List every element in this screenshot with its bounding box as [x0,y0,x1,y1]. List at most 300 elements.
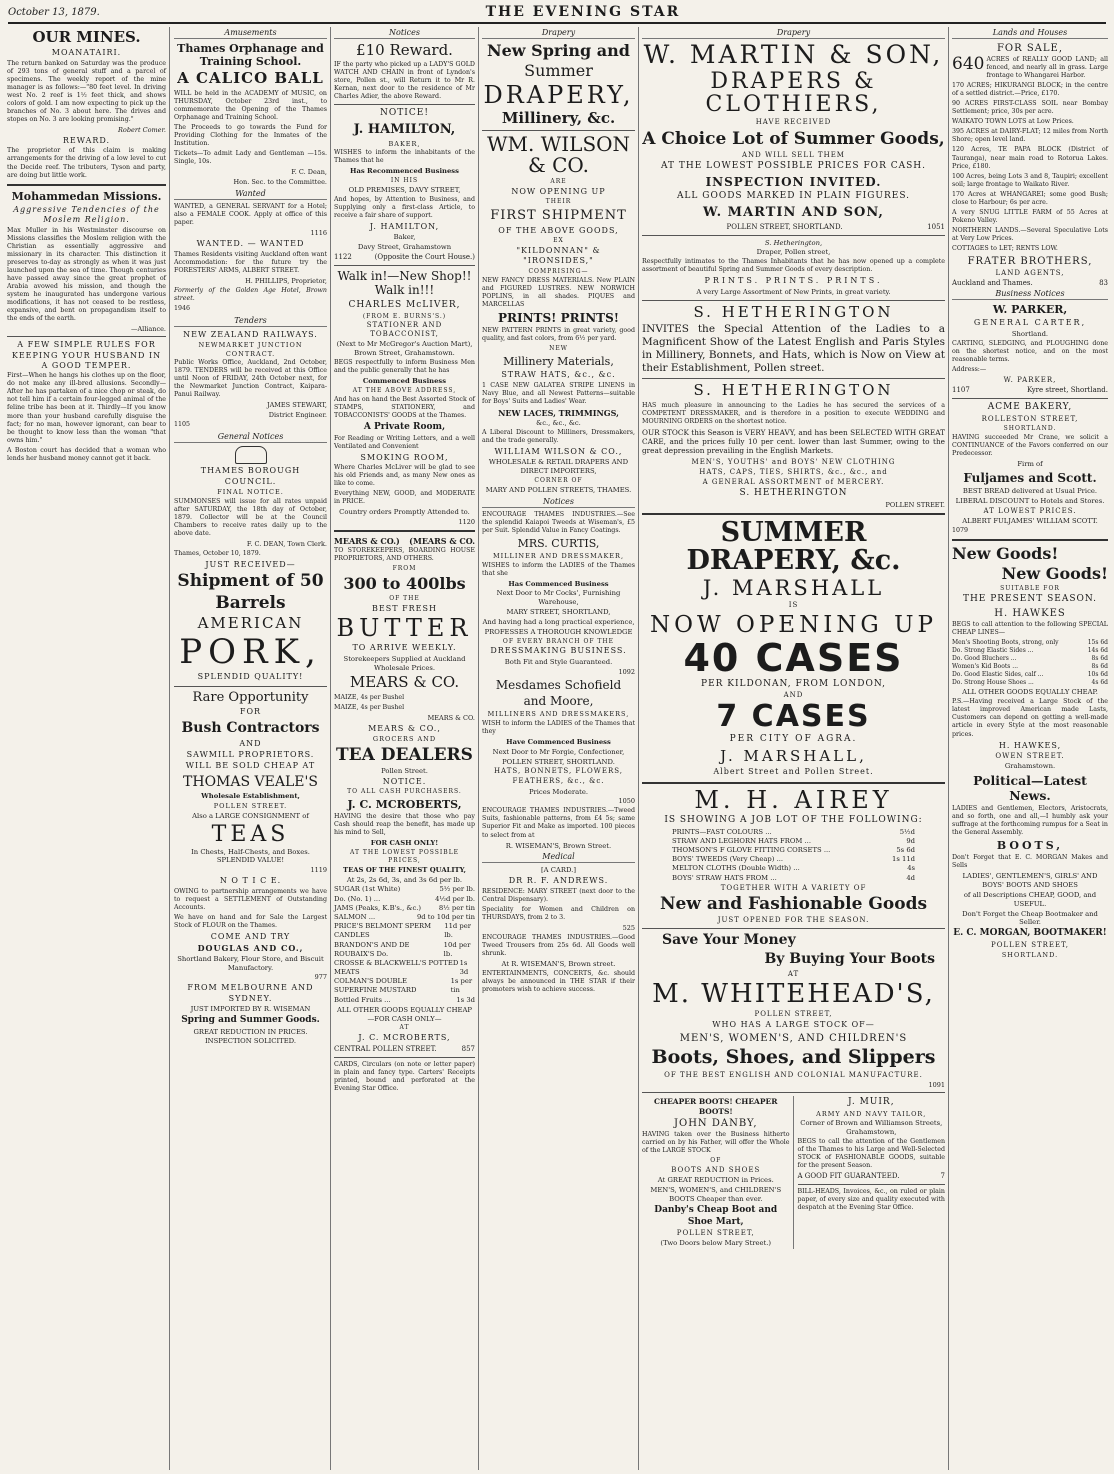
divider [642,235,945,236]
at-label: AT [787,970,800,978]
price-row: Bottled Fruits ... 1s 3d [334,995,475,1004]
milliners: MILLINERS AND DRESSMAKERS, [487,710,630,719]
stationer: STATIONER AND TOBACCONIST, [366,321,443,339]
corner-label: CORNER OF [534,477,583,485]
of-label: OF [710,1157,722,1165]
bush-contractors: Bush Contractors [181,719,320,736]
great-reduction: GREAT REDUCTION IN PRICES. INSPECTION SOLICITED. [193,1027,308,1045]
divider [334,104,475,105]
encourage-1: ENCOURAGE THAMES INDUSTRIES.—See the splendid Kaiapoi Tweeds at Wiseman's, £5 per Suit. Splendid Value in Fancy Coatings. [482,510,635,534]
corner-streets: MARY AND POLLEN STREETS, THAMES. [485,485,632,494]
firm-of: Firm of [1017,459,1043,468]
are-label: ARE [550,178,567,186]
ball-signature-2: Hon. Sec. to the Committee. [233,178,327,187]
billheads: BILL-HEADS, Invoices, &c., on ruled or plain paper, of every size and quality executed with despatch at the Evening Star Office. [797,1187,945,1211]
martin-heading: W. MARTIN & SON, [643,40,944,69]
grahamstown: Grahamstown. [1004,762,1056,771]
listing: 90 ACRES FIRST-CLASS SOIL near Bombay Settlement; price, 30s per acre. [952,100,1108,116]
city-of-agra: PER CITY OF AGRA. [729,734,858,745]
section-general: General Notices [174,431,327,443]
notice-heading: N O T I C E. [219,876,282,886]
schofield-address-2: POLLEN STREET, SHORTLAND. [502,757,615,766]
owen-street: OWEN STREET. [995,751,1065,760]
divider [952,539,1108,541]
shortland-bakery: Shortland Bakery, Flour Store, and Biscuit Manufactory. [177,954,324,972]
acme-shortland: SHORTLAND. [1003,424,1057,432]
curtis-address-2: MARY STREET, SHORTLAND, [506,608,611,617]
mciver-begs: BEGS respectfully to inform Business Men and the public generally that he has [334,359,475,375]
morgan-heading: E. C. MORGAN, BOOTMAKER! [953,928,1107,939]
smoking-room: SMOKING ROOM, [360,452,449,462]
hamilton-footer [334,253,475,262]
curtis-sub: MILLINER AND DRESSMAKER, [492,552,625,561]
grocers-and: GROCERS AND [372,735,437,744]
danby-name: JOHN DANBY, [673,1118,758,1130]
above-goods: OF THE ABOVE GOODS, [498,225,619,235]
schofield-address: Next Door to Mr Forgie, Confectioner, [492,747,625,756]
encourage-2: ENCOURAGE THAMES INDUSTRIES.—Tweed Suits, fashionable patterns, from £4 5s; same Superior Fit and Make as imported. 100 pieces to select from at [482,807,635,839]
mines-subheading: MOANATAIRI. [51,48,122,58]
wilson-heading: WM. WILSON & CO. [486,132,631,178]
hetherington-stock: OUR STOCK this Season is VERY HEAVY, and has been SELECTED WITH GREAT CARE, and the prices fully 10 per cent. lower than last Summer, owing to the great depression prevailing in the English Markets. [642,427,945,456]
butter-heading: BUTTER [336,614,473,643]
airey-heading: M. H. AIREY [694,785,893,814]
section-notices: Notices [334,27,475,39]
thomas-veale: THOMAS VEALE'S [183,773,318,790]
of-the: OF THE [389,594,420,602]
section-amusements: Amusements [174,27,327,39]
sold-cheap: WILL BE SOLD CHEAP AT [185,761,316,771]
parker-footer [952,386,1108,395]
mens-clothing: MEN'S, YOUTHS' and BOYS' NEW CLOTHING [691,457,896,466]
airey-list [642,828,945,883]
listing: 100 Acres, being Lots 3 and 8, Taupiri; excellent soil; large frontage to Waikato River. [952,172,1108,188]
auckland-thames: Auckland and Thames. [952,279,1033,288]
discount-text: A Liberal Discount to Milliners, Dressmakers, and the trade generally. [482,428,635,445]
will-sell: AND WILL SELL THEM [742,151,845,160]
curtis-text-2: And having had a long practical experience, [482,617,635,626]
hetherington-pollen: POLLEN STREET. [885,500,945,509]
for-cash-only: FOR CASH ONLY! [370,839,439,848]
acme-bakery: ACME BAKERY, [987,402,1073,412]
column-3 [331,27,479,1470]
airey-row: PRINTS—FAST COLOURS ... 5½d [672,827,915,836]
divider [334,265,475,266]
central-footer [334,1045,475,1054]
muir-corner: Corner of Brown and Williamson Streets, Grahamstown, [800,1118,943,1136]
missions-subheading: Aggressive Tendencies of the Moslem Religion. [13,204,160,225]
listing: 170 Acres at WHANGAREI; some good Bush; close to Harbour; 6s per acre. [952,190,1108,206]
divider [642,1092,945,1093]
schofield-name: Mesdames Schofield [495,677,622,692]
fuljames-scott: Fuljames and Scott. [963,470,1097,485]
together: TOGETHER WITH A VARIETY OF [720,883,867,892]
hamilton-address: Davy Street, Grahamstown [357,243,452,252]
at-label: AT [399,1024,410,1032]
spring-summer: Spring and Summer Goods. [181,1014,320,1025]
mens-boots: MEN'S, WOMEN'S, and CHILDREN'S BOOTS Cheaper than ever. [650,1186,782,1203]
wanted-heading: WANTED. — WANTED [196,239,305,249]
reward-heading: £10 Reward. [356,41,453,59]
divider [798,1184,946,1185]
price-row: Do. (No. 1) ... 4½d per lb. [334,894,475,903]
wanted-number: 1116 [310,229,327,238]
country-orders: Country orders Promptly Attended to. [339,508,470,517]
cheaper-boots: CHEAPER BOOTS! CHEAPER BOOTS! [654,1096,778,1116]
acres-640-text: ACRES of REALLY GOOD LAND; all fenced, and nearly all in grass. Large frontage to Whangarei Harbor. [986,56,1108,80]
hamilton-text-2: And hopes, by Attention to Business, and Supplying only a first-class Article, to receive a fair share of support. [334,195,475,219]
hamilton-name: J. HAMILTON, [353,122,456,138]
council-heading: THAMES BOROUGH COUNCIL. [200,466,301,486]
divider [174,686,327,687]
railways-heading: NEW ZEALAND RAILWAYS. [183,329,318,339]
listing: 120 Acres, TE PAPA BLOCK (District of Tauranga), near main road to Rotorua Lakes. Price, £180. [952,146,1108,170]
hawkes-row: Do. Strong House Shoes ... 4s 6d [952,679,1108,687]
pollen-street: Pollen Street. [381,767,428,776]
new-goods-1: New Goods! [952,543,1059,563]
mcroberts-signature: J. C. MCROBERTS, [358,1033,451,1043]
prints-row: PRINTS. PRINTS. PRINTS. [704,276,883,286]
hawkes-other: ALL OTHER GOODS EQUALLY CHEAP. [962,688,1098,697]
council-signature: F. C. DEAN, Town Clerk. [246,539,327,548]
and-label: AND [783,691,804,700]
listing: 170 ACRES; HIKURANGI BLOCK; in the centre of a settled district.—Price, £170. [952,82,1108,98]
whitehead-street: POLLEN STREET, [754,1010,833,1019]
maize-line-1: MAIZE, 4s per Bushel [334,693,405,701]
cash-purchasers: TO ALL CASH PURCHASERS. [347,788,462,796]
mcroberts-text: HAVING the desire that those who pay Cash should reap the benefit, has made up his mind to Sell, [334,813,475,837]
prints-large: A very Large Assortment of New Prints, in great variety. [696,287,891,296]
forget-morgan: Don't Forget that E. C. MORGAN Makes and Sells [952,854,1108,870]
hetherington-dressmaker: HAS much pleasure in announcing to the Ladies he has secured the services of a COMPETENT DRESSMAKER, and is therefore in a position to execute WEDDING and MOURNING ORDERS on the shortest notice. [642,401,945,425]
final-notice: FINAL NOTICE. [217,488,284,497]
parker-shortland: Shortland. [1011,329,1049,338]
from-label: FROM [392,564,417,572]
council-date: Thames, October 10, 1879. [174,549,261,557]
fit-guaranteed: Both Fit and Style Guaranteed. [504,657,613,666]
boots-shoes-slippers: Boots, Shoes, and Slippers [651,1045,936,1068]
mciver-next: (Next to Mr McGregor's Auction Mart), Brown Street, Grahamstown. [336,340,473,358]
missions-heading: Mohammedan Missions. [11,189,162,203]
just-opened: JUST OPENED FOR THE SEASON. [717,916,870,925]
divider [7,336,166,337]
hawkes-row: Men's Shooting Boots, strong, only 15s 6d [952,638,1108,646]
private-room: A Private Room, [363,422,446,432]
above-address: AT THE ABOVE ADDRESS, [352,387,457,395]
wilson-company: WILLIAM WILSON & CO., [494,447,623,457]
suitable-for: SUITABLE FOR [1000,585,1060,593]
divider [642,513,945,515]
maize-line-2: MAIZE, 4s per Bushel [334,703,405,711]
wanted-signature: H. PHILLIPS, Proprietor, [245,276,327,285]
curtis-address: Next Door to Mr Cocks', Furnishing Warehouse, [496,589,621,607]
marshall-heading-2: J. MARSHALL, [720,747,867,766]
column-4 [479,27,639,1470]
speciality-number: 525 [622,923,635,932]
every-branch: OF EVERY BRANCH OF THE [502,637,615,645]
summer-drapery: SUMMER DRAPERY, &c. [686,516,901,577]
shortland-number: 977 [314,973,327,982]
mears-grocers-name: MEARS & CO., [368,723,441,733]
best-number: 1091 [928,1080,945,1089]
hawkes-ps: P.S.—Having received a Large Stock of the latest improved American made Lasts, Customers can depend on getting a well-made article in every Style at the most reasonable prices. [952,698,1108,738]
best-fresh: BEST FRESH [372,603,437,613]
crest-icon [235,446,267,464]
hetherington-small: S. Hetherington, [764,238,823,247]
notice-text: OWING to partnership arrangements we have to request a SETTLEMENT of Outstanding Accounts. [174,887,327,911]
liberal-discount: LIBERAL DISCOUNT to Hotels and Stores. [955,496,1105,505]
tea-dealers: TEA DEALERS [336,744,473,765]
sawmill-proprietors: SAWMILL PROPRIETORS. [186,749,315,759]
plain-figures: ALL GOODS MARKED IN PLAIN FIGURES. [676,191,911,202]
price-row: CROSSE & BLACKWELL'S POTTED MEATS 1s 3d [334,958,469,977]
prices-moderate: Prices Moderate. [528,787,589,796]
pollen-street: POLLEN STREET. [213,802,288,811]
buying-boots: By Buying Your Boots [764,951,935,968]
arrive-weekly: TO ARRIVE WEEKLY. [352,643,457,653]
wanted-servant: WANTED, a GENERAL SERVANT for a Hotel; also a FEMALE COOK. Apply at office of this paper. [174,203,327,227]
hawkes-list [952,639,1108,688]
reward-text: The proprietor of this claim is making arrangements for the driving of a low level to cut the Decide reef. The tributers, Tyson and party, are doing but little work. [7,147,166,179]
divider [7,184,166,186]
lowest-prices: AT LOWEST PRICES. [983,506,1077,515]
lbs-heading: 300 to 400lbs [343,573,466,593]
mines-signature: Robert Comer. [118,126,166,135]
central-pollen: CENTRAL POLLEN STREET. [334,1044,437,1053]
curtis-text: WISHES to inform the LADIES of the Thames that she [482,561,635,577]
entertainments: ENTERTAINMENTS, CONCERTS, &c. should always be announced in THE STAR if their promoters wish to achieve success. [482,969,635,993]
price-row: BRANDON'S AND DE ROUBAIX'S Do. 10d per lb. [334,940,471,958]
divider [642,928,945,929]
prices-number: 1050 [618,797,635,806]
wanted-text: Thames Residents visiting Auckland often want Accommodation: for the future try the FORESTERS' ARMS, ALBERT STREET. [174,250,327,274]
summer-label: Summer [524,61,593,81]
for-label: FOR [239,707,262,717]
who-has: WHO HAS A LARGE STOCK OF— [712,1020,875,1030]
feathers: FEATHERS, &c., &c. [512,777,605,786]
storekeepers-supplied: Storekeepers Supplied at Auckland Wholesale Prices. [343,654,466,672]
mears-right: (MEARS & CO. [409,536,475,547]
great-reduction: At GREAT REDUCTION in Prices. [657,1176,774,1185]
railways-subheading: NEWMARKET JUNCTION CONTRACT. [198,341,303,358]
wanted-number-2: 1946 [174,304,191,312]
millinery-materials: Millinery Materials, [503,355,614,369]
missions-text: Max Muller in his Westminster discourse on Missions classifies the Moslem religion with the Christian as essentially aggressive and missionary in its character. This distinction it preserves to-day as strongly as when it was just launched upon the sea of time. Though centuries have passed away since the great prophet of Arabia avowed his mission, and though the system he inaugurated has undergone various modifications, it has not ceased to be restless, expansive, and bent on propagandism itself to the ends of the earth. [7,226,166,323]
divider [642,782,945,784]
all-other: ALL OTHER GOODS EQUALLY CHEAP —FOR CASH ONLY— [337,1005,472,1023]
for-sale: FOR SALE, [996,43,1064,54]
albert-street: Albert Street and Pollen Street. [713,767,874,777]
fit-number: 1092 [618,667,635,676]
auckland-number: 83 [1099,279,1108,288]
boots-heading: BOOTS, [996,839,1064,853]
mens-womens: MEN'S, WOMEN'S, AND CHILDREN'S [679,1032,908,1044]
section-lands: Lands and Houses [952,27,1108,39]
is-label: IS [788,601,799,610]
mears-signature: MEARS & CO. [427,713,475,722]
mears-left: MEARS & CO.) [334,536,400,547]
hamilton-number: 1122 [334,252,352,261]
inspection-invited: INSPECTION INVITED. [705,174,882,189]
price-list [334,885,475,1004]
just-received: JUST RECEIVED— [205,559,296,569]
whitehead-heading: M. WHITEHEAD'S, [652,979,935,1010]
hats-bonnets: HATS, BONNETS, FLOWERS, [493,767,624,776]
notice-heading: NOTICE! [380,108,429,119]
hamilton-text: WISHES to inform the inhabitants of the Thames that he [334,149,475,165]
prints-text: NEW PATTERN PRINTS in great variety, good quality, and fast colors, from 6½ per yard. [482,327,635,343]
hetherington-small-text: Respectfully intimates to the Thames Inhabitants that he has now opened up a complete assortment of beautiful Spring and Summer Goods of every description. [642,258,945,274]
boston-text: A Boston court has decided that a woman who lends her husband money cannot get it back. [7,446,166,462]
straw-hats: STRAW HATS, &c., &c. [501,370,616,380]
hawkes-row: Do. Good Elastic Sides, calf ... 10s 6d [952,671,1108,679]
first-shipment: FIRST SHIPMENT [490,208,627,224]
mears-header [334,536,475,546]
hawkes-signature: H. HAWKES, [998,740,1062,750]
bottom-ads [642,1096,945,1249]
general-carter: GENERAL CARTER, [973,318,1087,328]
listing: NORTHERN LANDS.—Several Speculative Lots at Very Low Prices. [952,226,1108,242]
teas-number: 1119 [310,866,327,875]
mciver-from: (FROM E. BURNS'S.) [362,312,447,320]
acme-text: HAVING succeeded Mr Crane, we solicit a CONTINUANCE of the Favors conferred on our Predecessor. [952,433,1108,457]
price-row: PRICE'S BELMONT SPERM CANDLES 11d per lb. [334,922,472,940]
morgan-street: POLLEN STREET, [990,940,1070,949]
kildonan: PER KILDONAN, FROM LONDON, [701,678,886,689]
encourage-3: ENCOURAGE THAMES INDUSTRIES.—Good Tweed Trousers from 25s 6d. All Goods well shrunk. [482,933,635,957]
ball-signature: F. C. Dean, [291,168,327,177]
hawkes-name: H. HAWKES [994,607,1066,619]
section-drapery: Drapery [642,27,945,39]
divider [334,530,475,532]
mears-big: MEARS & CO. [349,673,460,692]
teas-sub: In Chests, Half-Chests, and Boxes. SPLENDID VALUE! [191,847,310,865]
cards-notice: CARDS, Circulars (on note or letter paper) in plain and fancy type. Carters' Receipts printed, bound and perforated at the Evening Star Office. [334,1060,475,1092]
seven-cases: 7 CASES [716,699,871,735]
divider [642,378,945,379]
hetherington-invites: INVITES the Special Attention of the Ladies to a Magnificent Show of the Latest English and Paris Styles in Millinery, Bonnets, and Hats, which is Now on View at their Establishment, Pollen street. [642,322,945,375]
muir-ad [798,1096,946,1249]
parker-signature: W. PARKER, [1003,375,1057,384]
muir-number: 7 [940,1171,945,1180]
drapers-clothiers: DRAPERS & CLOTHIERS, [705,69,882,118]
comprising: COMPRISING— [528,267,589,275]
hawkes-row: Do. Good Bluchers ... 8s 6d [952,655,1108,663]
save-money: Save Your Money [662,932,796,949]
and-label: AND [239,738,262,748]
ladies-gentlemen: LADIES and Gentlemen, Electors, Aristocrats, and so forth, one and all,—I humbly ask your suffrage at the forthcoming rumpus for a Seat in the General Assembly. [952,804,1108,836]
showing: IS SHOWING A JOB LOT OF THE FOLLOWING: [664,814,923,825]
council-text: SUMMONSES will issue for all rates unpaid after SATURDAY, the 18th day of October, 1879. Collector will be at the Council Chambers to receive rates daily up to the above date. [174,497,327,537]
divider [334,1057,475,1058]
rare-opportunity: Rare Opportunity [192,689,309,705]
divider [642,300,945,301]
residence: RESIDENCE: MARY STREET (next door to the Central Dispensary). [482,887,635,903]
flour-text: We have on hand and for Sale the Largest Stock of FLOUR on the Thames. [174,913,327,929]
have-received: HAVE RECEIVED [755,118,832,127]
old-premises: OLD PREMISES, DAVY STREET, [348,185,461,194]
forty-cases: 40 CASES [683,635,904,680]
listing: A very SNUG LITTLE FARM of 55 Acres at Pokeno Valley. [952,208,1108,224]
column-5 [639,27,949,1470]
hetherington-heading-2: S. HETHERINGTON [693,381,894,400]
wiseman-2: At R. WISEMAN'S, Brown street. [501,959,616,968]
speciality: Speciality for Women and Children on THURSDAYS, from 2 to 3. [482,905,635,921]
section-tenders: Tenders [174,315,327,327]
price-row: COLMAN'S DOUBLE SUPERFINE MUSTARD 1s per tin [334,977,473,995]
melbourne-heading: FROM MELBOURNE AND SYDNEY. [187,983,314,1003]
hetherington-signature: S. HETHERINGTON [739,488,848,498]
country-number: 1120 [458,518,475,527]
mines-text: The return banked on Saturday was the produce of 293 tons of general stuff and a parcel of specimens. The weekly report of the mine manager is as follows:—"80 feet level. In driving west No. 2 reef is 1½ feet thick, and shows colors of gold. I am now expecting to pick up the branches of No. 3 about here. The drives and stopes on No. 3 are looking promising." [7,59,166,123]
fashionable-goods: New and Fashionable Goods [659,893,928,914]
smoking-text: Where Charles McLiver will be glad to see his old Friends and, as many New ones as like to come. [334,464,475,488]
divider [952,398,1108,399]
douglas: DOUGLAS AND CO., [197,943,304,954]
hamilton-baker: BAKER, [388,139,421,148]
section-drapery: Drapery [482,27,635,39]
ball-text-2: The Proceeds to go towards the Fund for Providing Clothing for the Inmates of the Institution. [174,123,327,147]
storekeepers: TO STOREKEEPERS, BOARDING HOUSE PROPRIETORS, AND OTHERS. [334,546,475,562]
now-opening: NOW OPENING UP [650,611,937,638]
come-and-try: COME AND TRY [210,931,291,941]
hawkes-row: Do. Strong Elastic Sides ... 14s 6d [952,647,1108,655]
land-agents: LAND AGENTS, [995,269,1065,278]
muir-name: J. MUIR, [847,1096,895,1107]
rolleston-street: ROLLESTON STREET, [981,414,1079,423]
frater-brothers: FRATER BROTHERS, [967,256,1093,268]
price-row: SUGAR (1st White) 5½ per lb. [334,885,475,894]
central-number: 857 [461,1044,475,1053]
choice-lot: A Choice Lot of Summer Goods, [642,128,945,149]
prints-heading: PRINTS! PRINTS! [497,310,620,325]
mines-heading: OUR MINES. [32,28,141,46]
card-label: [A CARD.] [541,866,576,875]
price-row: JAMS (Peaks, K.B's., &c.) 8½ per tin [334,903,475,912]
danby-pollen: POLLEN STREET, [676,1229,755,1238]
railways-text: Public Works Office, Auckland, 2nd October, 1879. TENDERS will be received at this Office until Noon of FRIDAY, 24th October next, for the Newmarket Junction Contract, Kaipara-Panui Railway. [174,359,327,399]
column-6 [949,27,1111,1470]
muir-fit: A GOOD FIT GUARANTEED. [797,1171,900,1180]
listing: WAIKATO TOWN LOTS at Low Prices. [952,118,1074,126]
mciver-name: CHARLES McLIVER, [348,299,461,310]
section-business: Business Notices [952,288,1108,300]
new-spring: New Spring and [487,41,630,60]
moore-name: and Moore, [523,693,594,708]
address-label: Address:— [952,365,987,373]
issue-date: October 13, 1879. [8,6,100,18]
paper-title: THE EVENING STAR [485,4,681,20]
hetherington-small-2: Draper, Pollen street, [756,248,831,257]
now-opening: NOW OPENING UP [511,187,606,197]
section-wanted: Wanted [174,188,327,200]
hamilton-signature: J. HAMILTON, [369,221,440,231]
calico-ball-heading: A CALICO BALL [177,69,324,88]
hats-caps: HATS, CAPS, TIES, SHIRTS, &c., &c., and [699,467,888,476]
ex-label: EX [553,237,564,245]
orphanage-heading: Thames Orphanage and Training School. [177,42,324,69]
millinery-heading: Millinery, &c. [501,108,616,127]
airey-row: STRAW AND LEGHORN HATS FROM ... 9d [672,836,915,845]
railways-signature-2: District Engineer. [268,411,327,420]
lowest-prices: AT THE LOWEST POSSIBLE PRICES FOR CASH. [661,161,926,172]
schofield-commenced: Have Commenced Business [506,737,611,746]
lowest-prices: AT THE LOWEST POSSIBLE PRICES, [349,849,460,865]
hawkes-row: Women's Kid Boots ... 8s 6d [952,663,1108,671]
airey-row: THOMSON'S F GLOVE FITTING CORSETS ... 5s 6d [672,845,915,854]
acres-640: 640 [952,54,985,74]
wanted-signature-2: Formerly of the Golden Age Hotel, Brown street. [174,286,327,302]
